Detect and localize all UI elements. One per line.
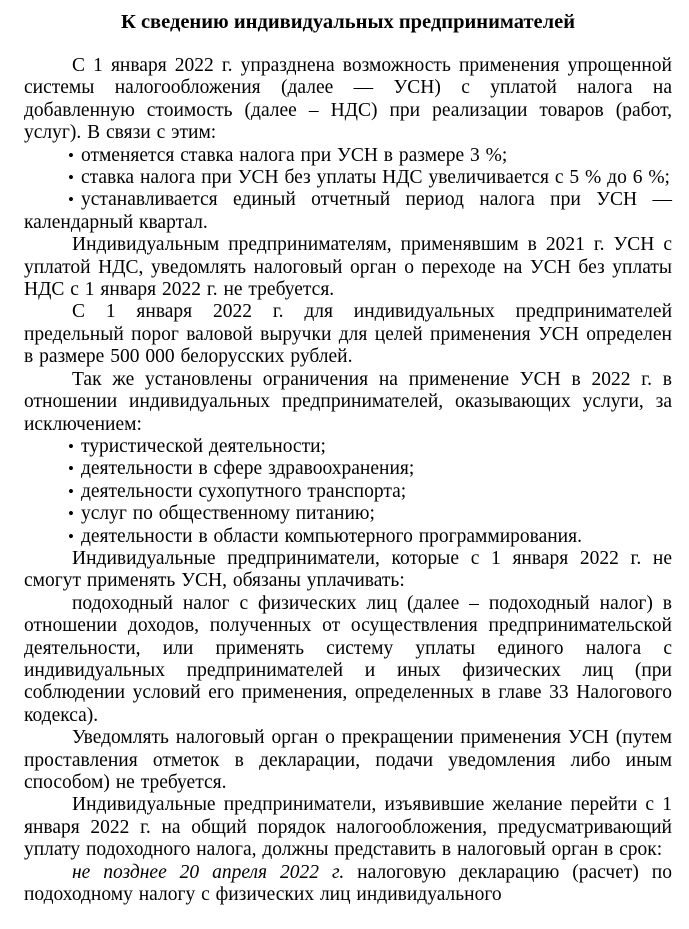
bullet-icon: •: [68, 481, 74, 501]
bullet-item: • ставка налога при УСН без уплаты НДС увеличивается с 5 % до 6 %;: [68, 167, 670, 189]
paragraph: Уведомлять налоговый орган о прекращении применения УСН (путем проставления отметок в декларации, подачи уведомления либо иным способом) не требуется.: [24, 727, 672, 793]
paragraph: Индивидуальные предприниматели, изъявившие желание перейти с 1 января 2022 г. на общий порядок налогообложения, предусматривающий уплату подоходного налога, должны представить в налоговый орган в срок:: [24, 794, 672, 861]
paragraph: подоходный налог с физических лиц (далее – подоходный налог) в отношении доходов, полученных от осуществления предпринимательской деятельности, или применять систему уплаты единого налога с индивидуальных предпринимателей и иных физических лиц (при соблюдении условий его применения, определенных в главе 33 Налогового кодекса).: [24, 592, 672, 726]
bullet-icon: •: [68, 145, 74, 165]
paragraph: С 1 января 2022 г. упразднена возможность применения упрощенной системы налогообложения (далее — УСН) с уплатой налога на добавленную стоимость (далее – НДС) при реализации товаров (работ, услуг). В связи с этим:: [24, 55, 672, 144]
paragraph: Индивидуальным предпринимателям, применявшим в 2021 г. УСН с уплатой НДС, уведомлять налоговый орган о переходе на УСН без уплаты НДС с 1 января 2022 г. не требуется.: [24, 234, 672, 301]
bullet-item: • деятельности в области компьютерного программирования.: [68, 525, 582, 547]
bullet-icon: •: [68, 168, 74, 188]
paragraph: Индивидуальные предприниматели, которые с 1 января 2022 г. не смогут применять УСН, обязаны уплачивать:: [24, 547, 672, 592]
document-body: [24, 55, 672, 906]
bullet-icon: •: [68, 190, 74, 210]
paragraph: Так же установлены ограничения на применение УСН в 2022 г. в отношении индивидуальных предпринимателей, оказывающих услуги, за исключением:: [24, 368, 672, 435]
bullet-item: • услуг по общественному питанию;: [68, 503, 375, 525]
bullet-item: • туристической деятельности;: [68, 435, 326, 457]
bullet-item: • устанавливается единый отчетный период налога при УСН — календарный квартал.: [24, 189, 672, 233]
bullet-icon: •: [68, 459, 74, 479]
paragraph: не позднее 20 апреля 2022 г. налоговую декларацию (расчет) по подоходному налогу с физических лиц индивидуального: [24, 861, 672, 906]
deadline-emphasis: не позднее 20 апреля 2022 г.: [72, 861, 345, 883]
bullet-icon: •: [68, 436, 74, 456]
bullet-icon: •: [68, 504, 74, 524]
bullet-item: • отменяется ставка налога при УСН в размере 3 %;: [68, 144, 508, 166]
bullet-item: • деятельности в сфере здравоохранения;: [68, 458, 415, 480]
document-title: К сведению индивидуальных предпринимателей: [120, 11, 576, 33]
bullet-item: • деятельности сухопутного транспорта;: [68, 480, 407, 502]
paragraph: С 1 января 2022 г. для индивидуальных предпринимателей предельный порог валовой выручки для целей применения УСН определен в размере 500 000 белорусских рублей.: [24, 301, 672, 368]
bullet-icon: •: [68, 526, 74, 546]
